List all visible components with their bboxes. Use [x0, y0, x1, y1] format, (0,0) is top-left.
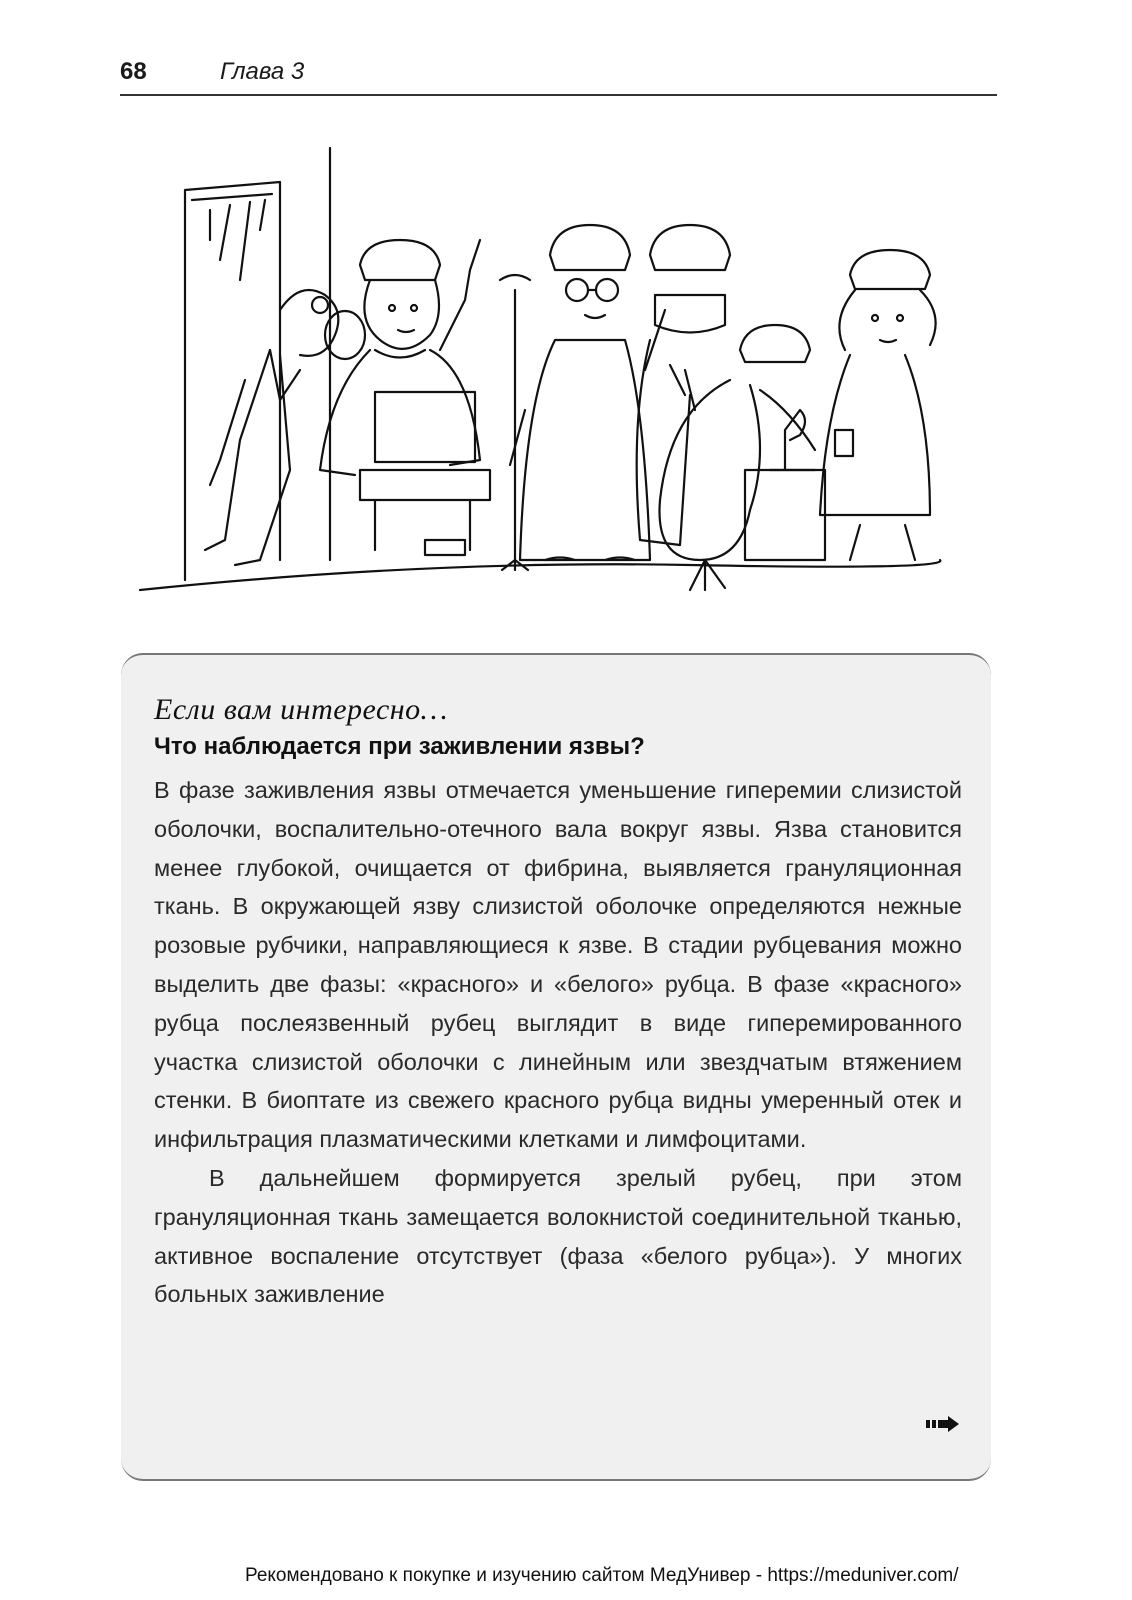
sidebar-eyebrow: Если вам интересно… — [154, 693, 448, 726]
sidebar-body — [154, 771, 962, 1314]
arrow-right-icon — [926, 1415, 960, 1433]
page-header — [120, 54, 997, 96]
chapter-title: Глава 3 — [220, 58, 305, 85]
body-paragraph: В дальнейшем формируется зрелый рубец, при этом грануляционная ткань замещается волокнистой соединительной тканью, активное воспаление отсутствует (фаза «белого рубца»). У многих больных заживление — [154, 1164, 962, 1308]
footer-watermark: Рекомендовано к покупке и изучению сайтом МедУнивер - https://meduniver.com/ — [245, 1565, 959, 1586]
sidebar-title: Что наблюдается при заживлении язвы? — [154, 733, 645, 760]
page-number: 68 — [120, 58, 147, 85]
info-sidebar — [121, 653, 991, 1481]
cartoon-doctors-icon — [130, 140, 950, 610]
body-paragraph: В фазе заживления язвы отмечается уменьшение гиперемии слизистой оболочки, воспалительно-отечного вала вокруг язвы. Язва становится менее глубокой, очищается от фибрина, выявляется грануляционная ткань. В окружающей язву слизистой оболочке определяются нежные розовые рубчики, направляющиеся к язве. В стадии рубцевания можно выделить две фазы: «красного» и «белого» рубца. В фазе «красного» рубца послеязвенный рубец выглядит в виде гиперемированного участка слизистой оболочки с линейным или звездчатым втяжением стенки. В биоптате из свежего красного рубца видны умеренный отек и инфильтрация плазматическими клетками и лимфоцитами. — [154, 777, 962, 1153]
